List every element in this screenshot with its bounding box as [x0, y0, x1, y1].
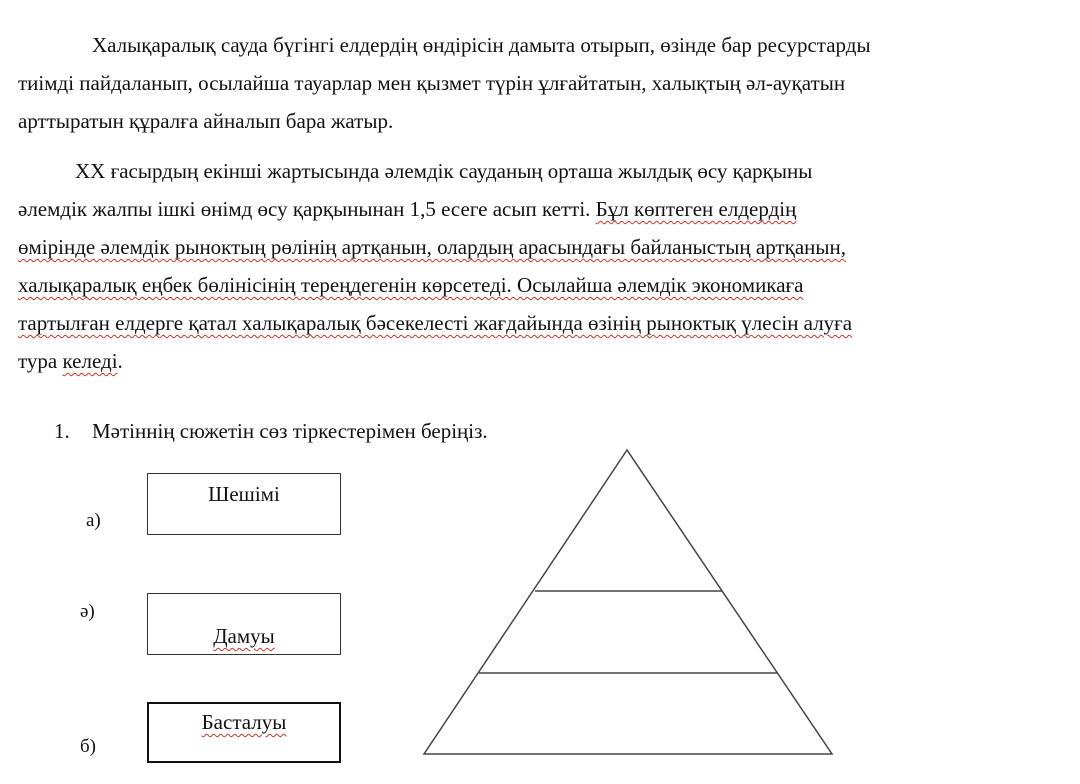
paragraph-line: өмірінде әлемдік рыноктың рөлінің артқанын, олардың арасындағы байланыстың артқанын,: [18, 235, 846, 259]
answer-box-text: Дамуы: [213, 624, 275, 648]
answer-box-text: Басталуы: [201, 710, 287, 734]
paragraph-line: ХХ ғасырдың екінші жартысында әлемдік сауданың орташа жылдық өсу қарқыны: [75, 159, 813, 183]
task-text: Мәтіннің сюжетін сөз тіркестерімен беріңіз.: [92, 419, 488, 443]
pyramid-outline: [424, 450, 832, 754]
paragraph-line: тартылған елдерге қатал халықаралық бәсекелесті жағдайында өзінің рыноктық үлесін алуға: [18, 311, 853, 335]
paragraph-line: Халықаралық сауда бүгінгі елдердің өндірісін дамыта отырып, өзінде бар ресурстарды: [92, 33, 871, 57]
option-label-b: б): [80, 736, 96, 757]
answer-box-text: Шешімі: [208, 482, 280, 506]
paragraph-text: .: [117, 349, 123, 373]
paragraph-text: тура: [18, 349, 63, 373]
paragraph-text: әлемдік жалпы ішкі өнімд өсу қарқынынан 1,5 есеге асып кетті.: [18, 197, 596, 221]
spellcheck-text: келеді: [62, 349, 118, 373]
paragraph-line: тиімді пайдаланып, осылайша тауарлар мен қызмет түрін ұлғайтатын, халықтың әл-ауқатын: [18, 71, 846, 95]
task-number: 1.: [54, 419, 70, 443]
paragraph-line: халықаралық еңбек бөлінісінің тереңдегенін көрсетеді. Осылайша әлемдік экономикаға: [18, 273, 804, 297]
paragraph-line: арттыратын құралға айналып бара жатыр.: [18, 109, 394, 133]
spellcheck-text: Бұл көптеген елдердің: [595, 197, 797, 221]
option-label-a: а): [86, 510, 101, 531]
option-label-ae: ә): [80, 601, 95, 622]
